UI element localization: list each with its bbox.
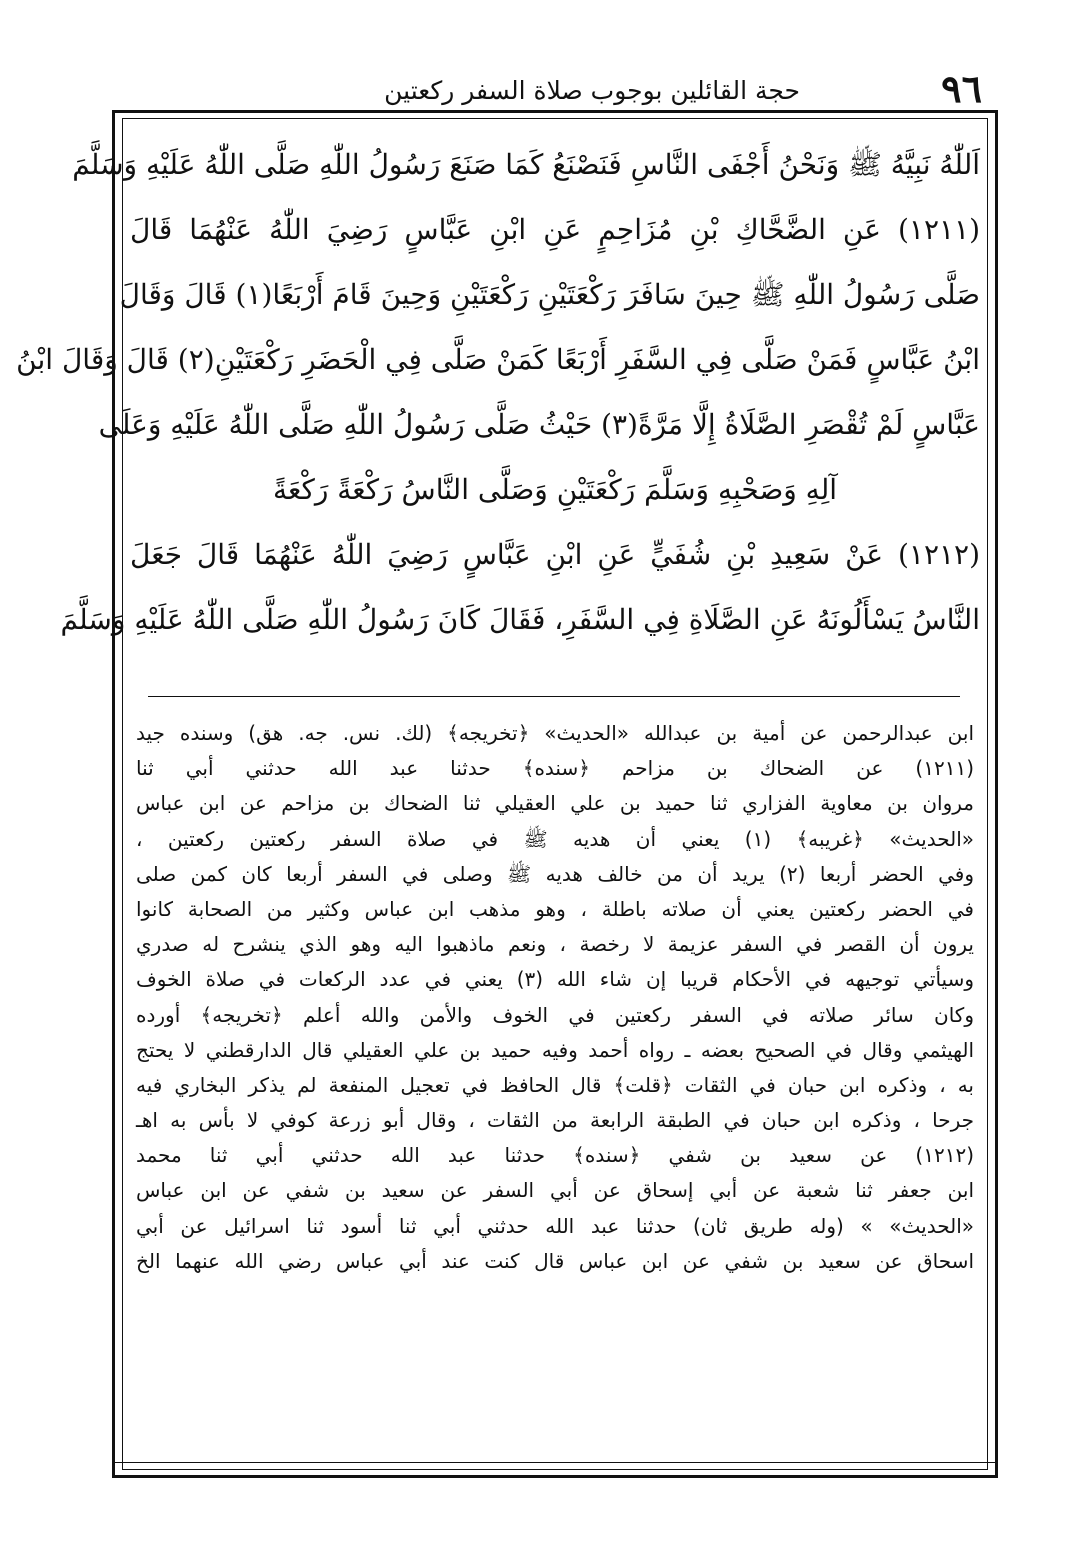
note-line: اسحاق عن سعيد بن شفي عن ابن عباس قال كنت عند أبي عباس رضي الله عنهما الخ: [136, 1248, 974, 1273]
note-line: به ، وذكره ابن حبان في الثقات ﴿قلت﴾ قال الحافظ في تعجيل المنفعة لم يذكر البخاري فيه: [136, 1072, 974, 1097]
note-line: «الحديث» » (وله طريق ثان) حدثنا عبد الله حدثني أبي ثنا أسود ثنا اسرائيل عن أبي: [136, 1213, 974, 1238]
hadith-line: آلِهِ وَصَحْبِهِ وَسَلَّمَ رَكْعَتَيْنِ وَصَلَّى النَّاسُ رَكْعَةً رَكْعَةً: [272, 473, 838, 506]
note-line: ابن جعفر ثنا شعبة عن أبي إسحاق عن أبي السفر عن سعيد بن شفي عن ابن عباس: [136, 1178, 974, 1203]
note-line: وفي الحضر أربعا (٢) يريد أن من خالف هديه ﷺ وصلى في السفر أربعا كان كمن صلى: [136, 861, 974, 886]
note-line: وكان سائر صلاته في السفر ركعتين في الخوف والأمن والله أعلم ﴿تخريجه﴾ أورده: [136, 1002, 974, 1027]
hadith-line: عَبَّاسٍ لَمْ تُقْصَرِ الصَّلَاةُ إِلَّا مَرَّةً(٣) حَيْثُ صَلَّى رَسُولُ اللّٰهِ صَلَّى اللّٰهُ عَلَيْهِ وَعَلَى: [98, 408, 980, 441]
running-header: [110, 62, 1000, 112]
note-line: يرون أن القصر في السفر عزيمة لا رخصة ، ونعم ماذهبوا اليه وهو الذي ينشرح له صدري: [136, 932, 974, 957]
hadith-line: ابْنُ عَبَّاسٍ فَمَنْ صَلَّى فِي السَّفَرِ أَرْبَعًا كَمَنْ صَلَّى فِي الْحَضَرِ رَكْعَتَيْنِ(٢) قَالَ وَقَالَ ابْنُ: [16, 343, 980, 376]
note-line: وسيأتي توجيهه في الأحكام قريبا إن شاء الله (٣) يعني في عدد الركعات في صلاة الخوف: [136, 967, 974, 992]
note-line: (١٢١٢) عن سعيد بن شفي ﴿سنده﴾ حدثنا عبد الله حدثني أبي ثنا محمد: [136, 1143, 974, 1168]
note-line: جرحا ، وذكره ابن حبان في الطبقة الرابعة من الثقات ، وقال أبو زرعة كوفي لا بأس به اهـ: [136, 1108, 974, 1133]
footnote-divider: [148, 696, 960, 697]
page-number: ٩٦: [941, 66, 982, 111]
hadith-text: [16, 132, 980, 652]
note-line: الهيثمي وقال في الصحيح بعضه ـ رواه أحمد وفيه حميد بن علي العقيلي قال الدارقطني لا يحتج: [136, 1037, 974, 1062]
note-line: (١٢١١) عن الضحاك بن مزاحم ﴿سنده﴾ حدثنا عبد الله حدثني أبي ثنا: [136, 756, 974, 781]
note-line: ابن عبدالرحمن عن أمية بن عبدالله «الحديث» ﴿تخريجه﴾ (لك. نس. جه. هق) وسنده جيد: [136, 721, 974, 745]
page-frame-bottom-rule: [112, 1462, 998, 1463]
hadith-line: اَللّٰهُ نَبِيَّهُ ﷺ وَنَحْنُ أَجْفَى النَّاسِ فَنَصْنَعُ كَمَا صَنَعَ رَسُولُ اللّٰهِ صَلَّى اللّٰهُ عَلَيْهِ وَسَلَّمَ: [72, 148, 980, 181]
note-line: مروان بن معاوية الفزاري ثنا حميد بن علي العقيلي ثنا الضحاك بن مزاحم عن ابن عباس: [136, 791, 974, 816]
running-title: حجة القائلين بوجوب صلاة السفر ركعتين: [384, 76, 800, 105]
hadith-line: صَلَّى رَسُولُ اللّٰهِ ﷺ حِينَ سَافَرَ رَكْعَتَيْنِ رَكْعَتَيْنِ وَحِينَ قَامَ أَرْبَعًا(١) قَالَ وَقَالَ: [119, 278, 980, 311]
commentary-notes: [136, 716, 974, 1279]
note-line: «الحديث» ﴿غريبه﴾ (١) يعني أن هديه ﷺ في صلاة السفر ركعتين ركعتين ،: [136, 826, 974, 851]
note-line: في الحضر ركعتين يعني أن صلاته باطلة ، وهو مذهب ابن عباس وكثير من الصحابة كانوا: [136, 896, 974, 921]
hadith-line: (١٢١٢) عَنْ سَعِيدِ بْنِ شُفَيٍّ عَنِ ابْنِ عَبَّاسٍ رَضِيَ اللّٰهُ عَنْهُمَا قَالَ جَعَلَ: [130, 538, 980, 571]
hadith-line: النَّاسُ يَسْأَلُونَهُ عَنِ الصَّلَاةِ فِي السَّفَرِ، فَقَالَ كَانَ رَسُولُ اللّٰهِ صَلَّى اللّٰهُ عَلَيْهِ وَسَلَّمَ: [60, 603, 980, 636]
hadith-line: (١٢١١) عَنِ الضَّحَّاكِ بْنِ مُزَاحِمٍ عَنِ ابْنِ عَبَّاسٍ رَضِيَ اللّٰهُ عَنْهُمَا قَالَ: [130, 213, 980, 246]
